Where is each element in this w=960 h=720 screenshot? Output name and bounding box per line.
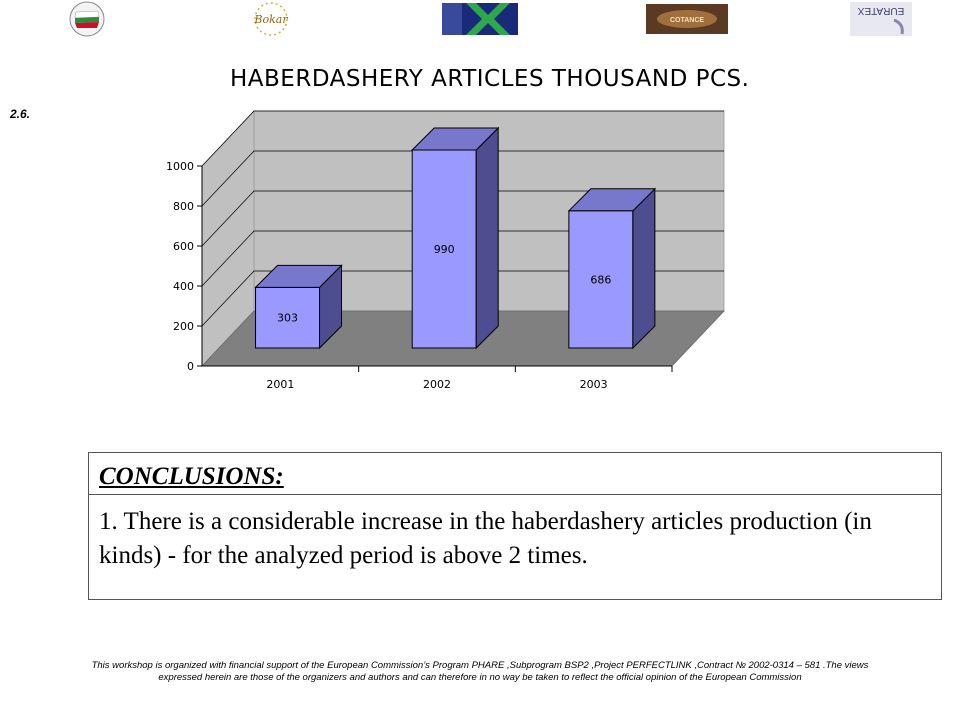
data-label: 303 xyxy=(277,311,299,325)
svg-text:EURATEX: EURATEX xyxy=(857,5,905,16)
conclusions-heading: CONCLUSIONS: xyxy=(89,453,941,495)
funding-disclaimer xyxy=(0,660,960,684)
data-label: 990 xyxy=(433,243,455,256)
x-tick-label: 2003 xyxy=(579,378,608,391)
chart-title: HABERDASHERY ARTICLES THOUSAND PCS. xyxy=(230,66,750,92)
bar-side xyxy=(633,189,655,348)
conclusions-text: 1. There is a considerable increase in the haberdashery articles production (in kinds) - for the analyzed period is above 2 times. xyxy=(99,508,872,569)
x-tick-label: 2001 xyxy=(266,378,295,391)
section-number: 2.6. xyxy=(10,107,31,121)
y-tick-label: 600 xyxy=(173,240,194,253)
y-tick-label: 800 xyxy=(173,200,194,213)
y-tick-label: 1000 xyxy=(166,160,194,173)
y-tick-label: 200 xyxy=(173,320,194,333)
svg-text:Bokar: Bokar xyxy=(254,13,288,26)
data-label: 686 xyxy=(590,273,612,287)
svg-text:COTANCE: COTANCE xyxy=(669,17,705,24)
conclusions-table xyxy=(88,452,942,600)
disclaimer-line-1: This workshop is organized with financial support of the European Commission’s Program PHARE ,Subprogram BSP2 ,Project PERFECTLINK ,Contract № 2002-0314 – 581 .The views xyxy=(91,660,869,671)
disclaimer-line-2: expressed herein are those of the organizers and authors and can therefore in no way be taken to reflect the official opinion of the European Commission xyxy=(158,672,802,683)
y-tick-label: 400 xyxy=(173,280,194,293)
x-tick-label: 2002 xyxy=(423,378,451,391)
bar-side xyxy=(476,128,498,348)
y-tick-label: 0 xyxy=(187,360,194,373)
